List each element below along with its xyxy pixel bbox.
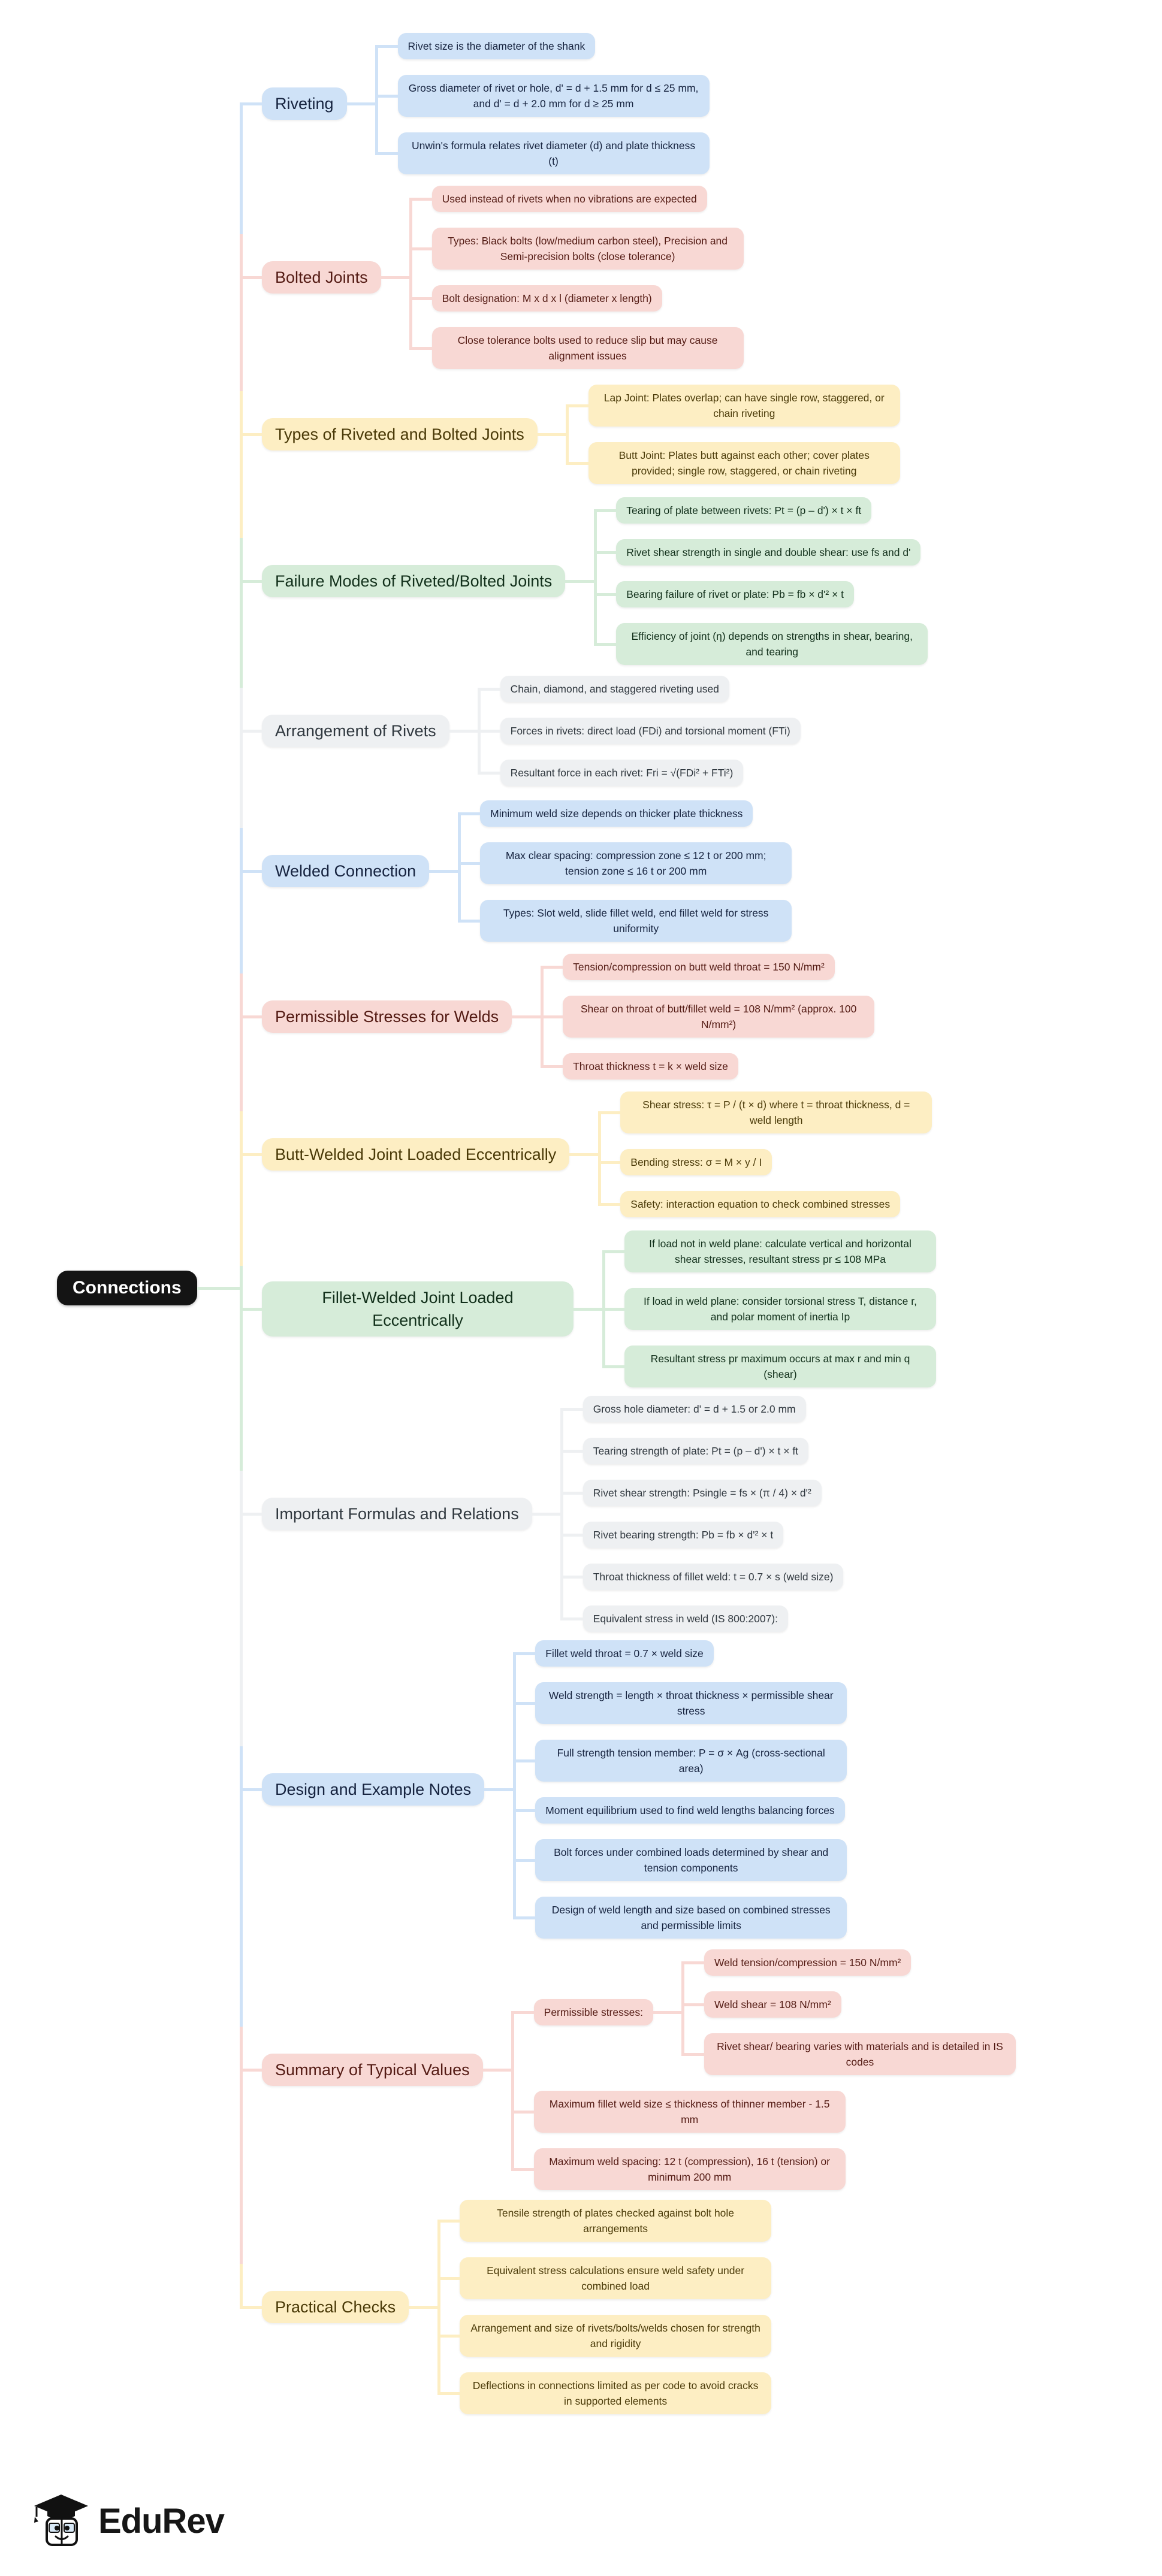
root-node[interactable]: Connections — [57, 1271, 197, 1305]
branch-row — [262, 1949, 1162, 2190]
connector-line — [439, 2392, 460, 2395]
topic-node[interactable]: Failure Modes of Riveted/Bolted Joints — [262, 565, 565, 597]
topic-node[interactable]: Welded Connection — [262, 855, 429, 887]
connector-line — [568, 404, 588, 407]
connector-line — [240, 102, 262, 105]
child-node[interactable]: Fillet weld throat = 0.7 × weld size — [535, 1640, 714, 1667]
connector-line — [240, 2306, 262, 2309]
topic-node[interactable]: Important Formulas and Relations — [262, 1498, 532, 1530]
branch-row — [262, 954, 1162, 1080]
connector-line — [197, 1287, 243, 1290]
child-node[interactable]: Throat thickness of fillet weld: t = 0.7 × s (weld size) — [583, 1564, 844, 1590]
connector-line — [409, 198, 412, 350]
branch-row — [262, 1230, 1162, 1387]
connector-line — [568, 462, 588, 465]
child-node[interactable]: Tensile strength of plates checked against bolt hole arrangements — [460, 2200, 771, 2242]
child-node[interactable]: Resultant stress pr maximum occurs at max r and min q (shear) — [624, 1346, 936, 1387]
connector-line — [542, 1015, 563, 1018]
branch-row — [262, 2200, 1162, 2414]
child-node[interactable]: Moment equilibrium used to find weld lengths balancing forces — [535, 1797, 845, 1824]
branch-row — [262, 1640, 1162, 1939]
child-node[interactable]: Chain, diamond, and staggered riveting used — [500, 676, 729, 702]
connector-line — [240, 828, 243, 873]
connector-line — [574, 1308, 603, 1311]
connector-line — [240, 730, 262, 733]
connector-line — [240, 580, 243, 691]
child-node[interactable]: Max clear spacing: compression zone ≤ 12 t or 200 mm; tension zone ≤ 16 t or 200 mm — [480, 842, 792, 884]
connector-line — [240, 1788, 262, 1791]
child-node[interactable]: Equivalent stress calculations ensure weld safety under combined load — [460, 2257, 771, 2299]
connector-line — [375, 45, 378, 155]
connector-line — [599, 1203, 620, 1206]
connector-line — [459, 920, 480, 923]
edurev-logo — [33, 2493, 224, 2548]
connector-line — [603, 1250, 624, 1253]
child-node[interactable]: Shear stress: τ = P / (t × d) where t = throat thickness, d = weld length — [620, 1092, 932, 1133]
child-node[interactable]: Efficiency of joint (η) depends on strengths in shear, bearing, and tearing — [616, 623, 928, 665]
connector-line — [240, 433, 243, 541]
child-node[interactable]: Design of weld length and size based on combined stresses and permissible limits — [535, 1897, 847, 1939]
child-node[interactable]: If load in weld plane: consider torsional stress T, distance r, and polar moment of inertia Ip — [624, 1288, 936, 1330]
connector-line — [514, 1809, 535, 1812]
child-node[interactable]: Types: Slot weld, slide fillet weld, end fillet weld for stress uniformity — [480, 900, 792, 942]
connector-line — [240, 2069, 243, 2267]
topic-node[interactable]: Summary of Typical Values — [262, 2054, 483, 2086]
child-node[interactable]: Bolt designation: M x d x l (diameter x length) — [432, 285, 662, 312]
child-node[interactable]: Weld tension/compression = 150 N/mm² — [704, 1949, 911, 1976]
connector-line — [562, 1534, 583, 1537]
connector-line — [240, 1015, 243, 1114]
child-node[interactable]: Gross diameter of rivet or hole, d' = d + 1.5 mm for d ≤ 25 mm, and d' = d + 2.0 mm for d ≥ 25 mm — [398, 75, 710, 117]
connector-line — [599, 1161, 620, 1164]
connector-line — [479, 772, 500, 775]
edurev-brand-text: EduRev — [98, 2501, 224, 2541]
connector-line — [240, 1788, 243, 2030]
connector-line — [514, 1916, 535, 1919]
child-node[interactable]: Rivet shear/ bearing varies with materials and is detailed in IS codes — [704, 2033, 1016, 2075]
connector-line — [562, 1492, 583, 1495]
connector-line — [377, 152, 398, 155]
connector-line — [483, 2069, 513, 2072]
connector-line — [240, 1153, 243, 1269]
connector-line — [240, 433, 262, 436]
child-node[interactable]: Forces in rivets: direct load (FDi) and torsional moment (FTi) — [500, 718, 801, 744]
child-node[interactable]: Weld shear = 108 N/mm² — [704, 1991, 841, 2018]
connector-line — [347, 102, 377, 105]
child-node[interactable]: Used instead of rivets when no vibrations are expected — [432, 186, 707, 212]
connector-line — [484, 1788, 514, 1791]
connector-line — [240, 1746, 243, 1791]
connector-line — [562, 1450, 583, 1453]
connector-line — [240, 1471, 243, 1516]
connector-line — [595, 593, 616, 596]
branch-row — [262, 497, 1162, 665]
connector-line — [459, 812, 480, 815]
child-node[interactable]: Rivet bearing strength: Pb = fb × d'² × t — [583, 1522, 784, 1548]
connector-line — [599, 1111, 620, 1114]
connector-line — [595, 643, 616, 646]
connector-line — [429, 870, 459, 873]
connector-line — [409, 2306, 439, 2309]
connector-line — [562, 1617, 583, 1620]
connector-line — [240, 1513, 262, 1516]
child-node[interactable]: If load not in weld plane: calculate vertical and horizontal shear stresses, resultant stress pr ≤ 108 MPa — [624, 1230, 936, 1272]
connector-line — [514, 1859, 535, 1862]
connector-line — [681, 1961, 684, 2056]
connector-line — [240, 1111, 243, 1156]
child-node[interactable]: Minimum weld size depends on thicker plate thickness — [480, 800, 753, 827]
connector-line — [240, 276, 243, 394]
connector-line — [240, 688, 243, 733]
connector-line — [569, 1153, 599, 1156]
connector-line — [598, 1111, 601, 1206]
connector-line — [449, 730, 479, 733]
connector-line — [240, 973, 243, 1018]
connector-line — [512, 1015, 542, 1018]
connector-line — [595, 509, 616, 512]
connector-line — [594, 509, 597, 646]
child-node[interactable]: Types: Black bolts (low/medium carbon steel), Precision and Semi-precision bolts (close tolerance) — [432, 228, 744, 270]
connector-line — [603, 1308, 624, 1311]
topic-node[interactable]: Permissible Stresses for Welds — [262, 1000, 512, 1033]
child-node[interactable]: Deflections in connections limited as per code to avoid cracks in supported elements — [460, 2372, 771, 2414]
connector-line — [511, 2011, 514, 2171]
child-node[interactable]: Bending stress: σ = M × y / I — [620, 1149, 772, 1175]
child-node[interactable]: Throat thickness t = k × weld size — [563, 1053, 738, 1080]
connector-line — [240, 2027, 243, 2072]
topic-node[interactable]: Arrangement of Rivets — [262, 715, 449, 747]
connector-line — [439, 2277, 460, 2280]
connector-line — [240, 870, 243, 976]
child-node[interactable]: Equivalent stress in weld (IS 800:2007): — [583, 1606, 788, 1632]
connector-line — [411, 297, 432, 300]
branch-row — [262, 1092, 1162, 1217]
topic-node[interactable]: Bolted Joints — [262, 261, 381, 294]
connector-line — [381, 276, 411, 279]
child-node[interactable]: Gross hole diameter: d' = d + 1.5 or 2.0 mm — [583, 1396, 806, 1422]
child-node[interactable]: Weld strength = length × throat thickness × permissible shear stress — [535, 1682, 847, 1724]
connector-line — [595, 551, 616, 554]
connector-line — [514, 1652, 535, 1655]
topic-node[interactable]: Butt-Welded Joint Loaded Eccentrically — [262, 1138, 569, 1171]
edurev-logo-icon — [33, 2493, 90, 2548]
connector-line — [514, 1702, 535, 1705]
connector-line — [240, 538, 243, 583]
child-node[interactable]: Arrangement and size of rivets/bolts/welds chosen for strength and rigidity — [460, 2315, 771, 2357]
connector-line — [240, 234, 243, 279]
child-node[interactable]: Maximum weld spacing: 12 t (compression), 16 t (tension) or minimum 200 mm — [534, 2148, 846, 2190]
connector-line — [513, 2111, 534, 2114]
connector-line — [542, 966, 563, 969]
connector-line — [653, 2011, 683, 2014]
connector-line — [439, 2335, 460, 2338]
topic-node[interactable]: Fillet-Welded Joint Loaded Eccentrically — [262, 1281, 574, 1337]
connector-line — [240, 276, 262, 279]
connector-line — [411, 198, 432, 201]
connector-line — [542, 1065, 563, 1068]
connector-line — [565, 580, 595, 583]
connector-line — [240, 1308, 243, 1474]
connector-line — [240, 730, 243, 831]
connector-line — [240, 1153, 262, 1156]
connector-line — [377, 45, 398, 48]
connector-line — [240, 2069, 262, 2072]
child-node[interactable]: Butt Joint: Plates butt against each other; cover plates provided; single row, staggered, or chain riveting — [588, 442, 900, 484]
connector-line — [377, 95, 398, 98]
connector-line — [479, 688, 500, 691]
connector-line — [683, 2053, 704, 2056]
topic-node[interactable]: Design and Example Notes — [262, 1773, 484, 1806]
connector-line — [562, 1408, 583, 1411]
connector-line — [411, 347, 432, 350]
child-node[interactable]: Rivet size is the diameter of the shank — [398, 33, 596, 59]
connector-line — [479, 730, 500, 733]
child-node[interactable]: Tearing strength of plate: Pt = (p – d') × t × ft — [583, 1438, 808, 1464]
connector-line — [411, 247, 432, 250]
connector-line — [513, 1652, 516, 1919]
connector-line — [514, 1759, 535, 1762]
connector-line — [459, 862, 480, 865]
connector-line — [562, 1576, 583, 1579]
child-node[interactable]: Tearing of plate between rivets: Pt = (p – d') × t × ft — [616, 497, 871, 524]
child-node[interactable]: Unwin's formula relates rivet diameter (d) and plate thickness (t) — [398, 132, 710, 174]
connector-line — [240, 1513, 243, 1749]
child-node[interactable]: Safety: interaction equation to check combined stresses — [620, 1191, 900, 1217]
connector-line — [513, 2011, 534, 2014]
child-node[interactable]: Resultant force in each rivet: Fri = √(FDi² + FTi²) — [500, 760, 744, 786]
child-node[interactable]: Rivet shear strength in single and double shear: use fs and d' — [616, 539, 920, 566]
connector-line — [439, 2220, 460, 2223]
branch-row — [262, 800, 1162, 942]
child-node[interactable]: Lap Joint: Plates overlap; can have single row, staggered, or chain riveting — [588, 385, 900, 427]
connector-line — [240, 1015, 262, 1018]
connector-line — [532, 1513, 562, 1516]
child-node[interactable]: Bearing failure of rivet or plate: Pb = fb × d'² × t — [616, 581, 854, 607]
child-node[interactable]: Shear on throat of butt/fillet weld = 108 N/mm² (approx. 100 N/mm²) — [563, 996, 874, 1038]
connector-line — [240, 870, 262, 873]
connector-line — [603, 1365, 624, 1368]
child-node[interactable]: Tension/compression on butt weld throat = 150 N/mm² — [563, 954, 835, 980]
branch-row — [262, 676, 1162, 786]
branch-row — [262, 385, 1162, 484]
topic-node[interactable]: Types of Riveted and Bolted Joints — [262, 418, 538, 451]
connector-line — [240, 102, 243, 237]
connector-line — [240, 2264, 243, 2309]
child-node[interactable]: Rivet shear strength: Psingle = fs × (π / 4) × d'² — [583, 1480, 822, 1506]
child-node[interactable]: Close tolerance bolts used to reduce slip but may cause alignment issues — [432, 327, 744, 369]
connector-line — [240, 391, 243, 436]
connector-line — [538, 433, 568, 436]
child-node[interactable]: Full strength tension member: P = σ × Ag (cross-sectional area) — [535, 1740, 847, 1782]
subtopic-node[interactable]: Permissible stresses: — [534, 1999, 653, 2025]
connector-line — [513, 2168, 534, 2171]
mindmap-tree — [262, 0, 1162, 2414]
connector-line — [240, 1308, 262, 1311]
topic-node[interactable]: Practical Checks — [262, 2291, 409, 2323]
topic-node[interactable]: Riveting — [262, 87, 347, 120]
branch-row — [262, 1396, 1162, 1632]
child-node[interactable]: Bolt forces under combined loads determined by shear and tension components — [535, 1839, 847, 1881]
connector-line — [458, 812, 461, 923]
child-node[interactable]: Maximum fillet weld size ≤ thickness of thinner member - 1.5 mm — [534, 2091, 846, 2133]
connector-line — [683, 2003, 704, 2006]
connector-line — [240, 580, 262, 583]
connector-line — [683, 1961, 704, 1964]
